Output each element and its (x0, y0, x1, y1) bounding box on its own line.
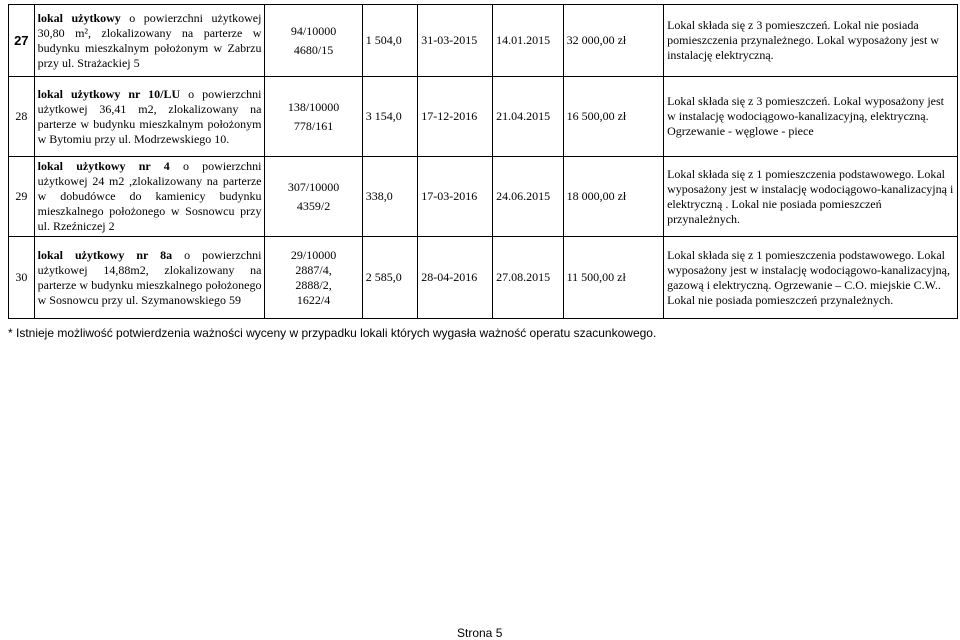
row-number: 28 (9, 77, 35, 157)
date-2: 27.08.2015 (493, 237, 564, 319)
property-description: lokal użytkowy nr 10/LU o powierzchni użytkowej 36,41 m2, zlokalizowany na parterze w budynku mieszkalnym położonym w Bytomiu przy ul. Modrzewskiego 10. (34, 77, 265, 157)
property-info: Lokal składa się z 1 pomieszczenia podstawowego. Lokal wyposażony jest w instalację wodociągowo-kanalizacyjną i elektryczną . Lokal nie posiada pomieszczeń przynależnych. (664, 157, 958, 237)
property-description: lokal użytkowy nr 8a o powierzchni użytkowej 14,88m2, zlokalizowany na parterze w budynku mieszkalnego położonego w Sosnowcu przy ul. Szymanowskiego 59 (34, 237, 265, 319)
area-value: 338,0 (362, 157, 418, 237)
price-value: 16 500,00 zł (563, 77, 663, 157)
table-row (9, 157, 958, 237)
area-value: 3 154,0 (362, 77, 418, 157)
table-row (9, 237, 958, 319)
ownership-share: 307/10000 4359/2 (265, 157, 362, 237)
ownership-share: 94/10000 4680/15 (265, 5, 362, 77)
date-2: 24.06.2015 (493, 157, 564, 237)
property-description: lokal użytkowy nr 4 o powierzchni użytkowej 24 m2 ,zlokalizowany na parterze w dobudówce do kamienicy budynku mieszkalnego położonego w Sosnowcu przy ul. Rzeźniczej 2 (34, 157, 265, 237)
footnote: * Istnieje możliwość potwierdzenia ważności wyceny w przypadku lokali których wygasła ważność operatu szacunkowego. (8, 326, 657, 340)
date-2: 14.01.2015 (493, 5, 564, 77)
property-info: Lokal składa się z 1 pomieszczenia podstawowego. Lokal wyposażony jest w instalację wodociągowo-kanalizacyjną, gazową i elektryczną. Ogrzewanie – C.O. miejskie C.W.. Lokal nie posiada pomieszczeń przynależnych. (664, 237, 958, 319)
date-1: 17-03-2016 (418, 157, 493, 237)
row-number: 27 (9, 5, 35, 77)
property-table (8, 4, 958, 319)
price-value: 32 000,00 zł (563, 5, 663, 77)
date-1: 28-04-2016 (418, 237, 493, 319)
ownership-share: 138/10000 778/161 (265, 77, 362, 157)
date-2: 21.04.2015 (493, 77, 564, 157)
date-1: 31-03-2015 (418, 5, 493, 77)
property-info: Lokal składa się z 3 pomieszczeń. Lokal nie posiada pomieszczenia przynależnego. Lokal wyposażony jest w instalację elektryczną. (664, 5, 958, 77)
price-value: 18 000,00 zł (563, 157, 663, 237)
row-number: 30 (9, 237, 35, 319)
area-value: 1 504,0 (362, 5, 418, 77)
row-number: 29 (9, 157, 35, 237)
property-info: Lokal składa się z 3 pomieszczeń. Lokal wyposażony jest w instalację wodociągowo-kanalizacyjną, elektryczną. Ogrzewanie - węglowe - piece (664, 77, 958, 157)
price-value: 11 500,00 zł (563, 237, 663, 319)
ownership-share: 29/10000 2887/4, 2888/2, 1622/4 (265, 237, 362, 319)
property-description: lokal użytkowy o powierzchni użytkowej 30,80 m², zlokalizowany na parterze w budynku mieszkalnym położonym w Zabrzu przy ul. Strażackiej 5 (34, 5, 265, 77)
date-1: 17-12-2016 (418, 77, 493, 157)
page-number: Strona 5 (457, 626, 503, 640)
table-row (9, 77, 958, 157)
table-row (9, 5, 958, 77)
area-value: 2 585,0 (362, 237, 418, 319)
